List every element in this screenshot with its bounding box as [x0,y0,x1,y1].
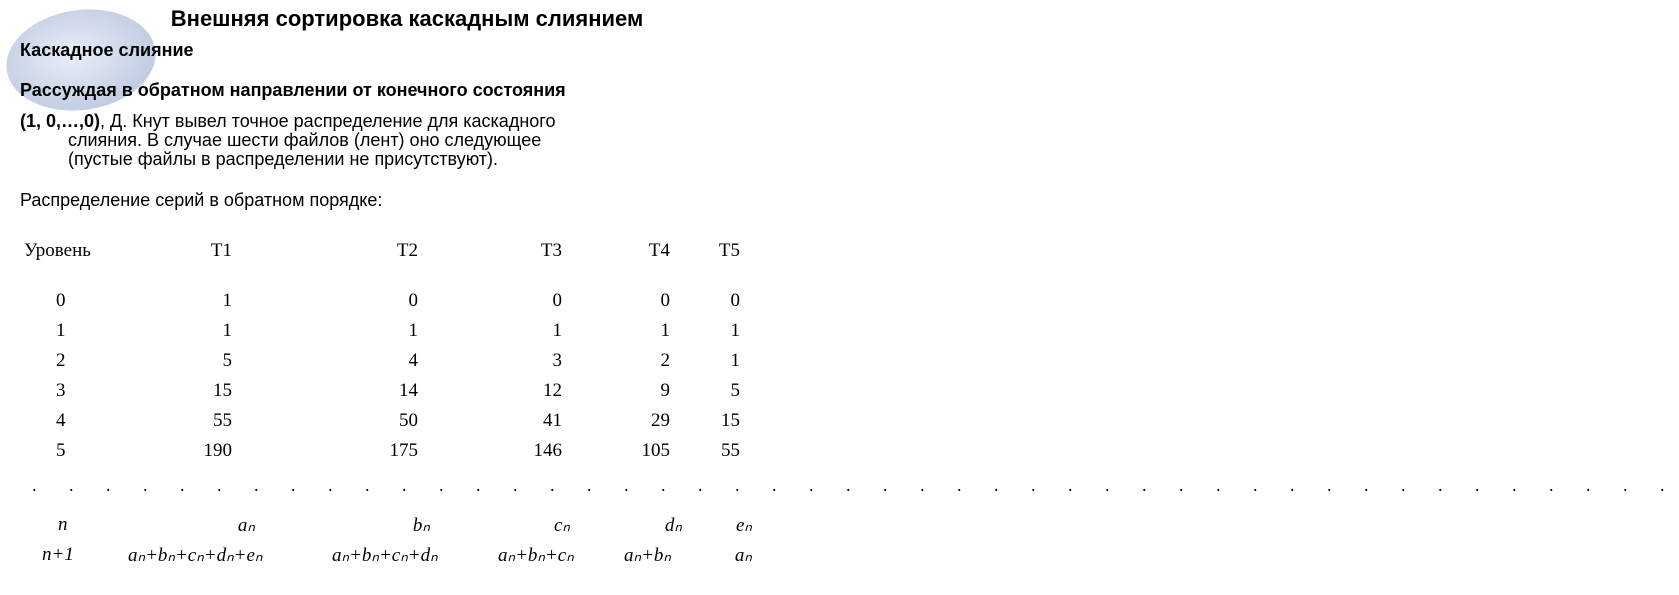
row-n-t4: dₙ [664,515,682,536]
paragraph-knuth-line3: (пустые файлы в распределении не присутствуют). [68,149,499,169]
row-n1-t5: aₙ [734,545,752,566]
table-cell: 5 [730,380,740,401]
row-n-t2: bₙ [412,515,430,536]
header-t2: T2 [396,240,418,261]
table-cell: 41 [543,410,562,431]
table-cell: 50 [399,410,418,431]
table-cell: 1 [730,320,740,341]
paragraph-reasoning: Рассуждая в обратном направлении от конечного состояния [20,80,566,100]
distribution-table [20,232,1679,592]
row-n1-t3: aₙ+bₙ+cₙ [498,545,574,566]
table-cell: 55 [213,410,232,431]
table-cell: 0 [56,290,66,311]
table-cell: 9 [660,380,670,401]
table-cell: 1 [660,320,670,341]
table-cell: 0 [730,290,740,311]
table-cell: 1 [56,320,66,341]
table-cell: 0 [660,290,670,311]
header-t5: T5 [718,240,740,261]
table-cell: 5 [222,350,232,371]
header-t1: T1 [210,240,232,261]
row-n1-t4: aₙ+bₙ [624,545,671,566]
table-cell: 15 [213,380,232,401]
table-cell: 0 [408,290,418,311]
table-cell: 1 [408,320,418,341]
table-cell: 1 [552,320,562,341]
table-cell: 3 [56,380,66,401]
table-cell: 15 [721,410,740,431]
initial-state: (1, 0,…,0) [20,111,101,131]
paragraph-knuth-line2: слияния. В случае шести файлов (лент) оно следующее [68,130,542,150]
paragraph-knuth [20,112,760,169]
row-n-t5: eₙ [735,515,752,536]
table-cell: 12 [543,380,562,401]
header-t3: T3 [540,240,562,261]
table-cell: 4 [408,350,418,371]
table-cell: 105 [641,440,670,461]
table-cell: 1 [222,290,232,311]
row-n-t3: cₙ [553,515,570,536]
row-n-level: n [58,514,68,535]
row-n1-t1: aₙ+bₙ+cₙ+dₙ+eₙ [128,545,263,566]
table-cell: 2 [660,350,670,371]
table-cell: 2 [56,350,66,371]
table-cell: 0 [552,290,562,311]
table-cell: 14 [399,380,418,401]
table-cell: 29 [651,410,670,431]
header-level: Уровень [24,240,91,261]
table-cell: 55 [721,440,740,461]
table-cell: 3 [552,350,562,371]
slide-title: Внешняя сортировка каскадным слиянием [170,6,644,31]
paragraph-knuth-line1: , Д. Кнут вывел точное распределение для каскадного [100,111,556,131]
row-n1-level: n+1 [42,544,74,565]
table-cell: 146 [533,440,562,461]
table-cell: 1 [730,350,740,371]
row-n-t1: aₙ [237,515,255,536]
row-n1-t2: aₙ+bₙ+cₙ+dₙ [332,545,438,566]
paragraph-distribution: Распределение серий в обратном порядке: [20,190,383,210]
table-cell: 190 [203,440,232,461]
table-cell: 175 [389,440,418,461]
header-t4: T4 [648,240,670,261]
ellipsis-row: . . . . . . . . . . . . . . . . . . . . . . . . . . . . . . . . . . . . . . . . . . . . . [32,475,1679,495]
table-cell: 1 [222,320,232,341]
table-cell: 5 [56,440,66,461]
slide-subtitle: Каскадное слияние [20,40,194,60]
table-cell: 4 [56,410,66,431]
